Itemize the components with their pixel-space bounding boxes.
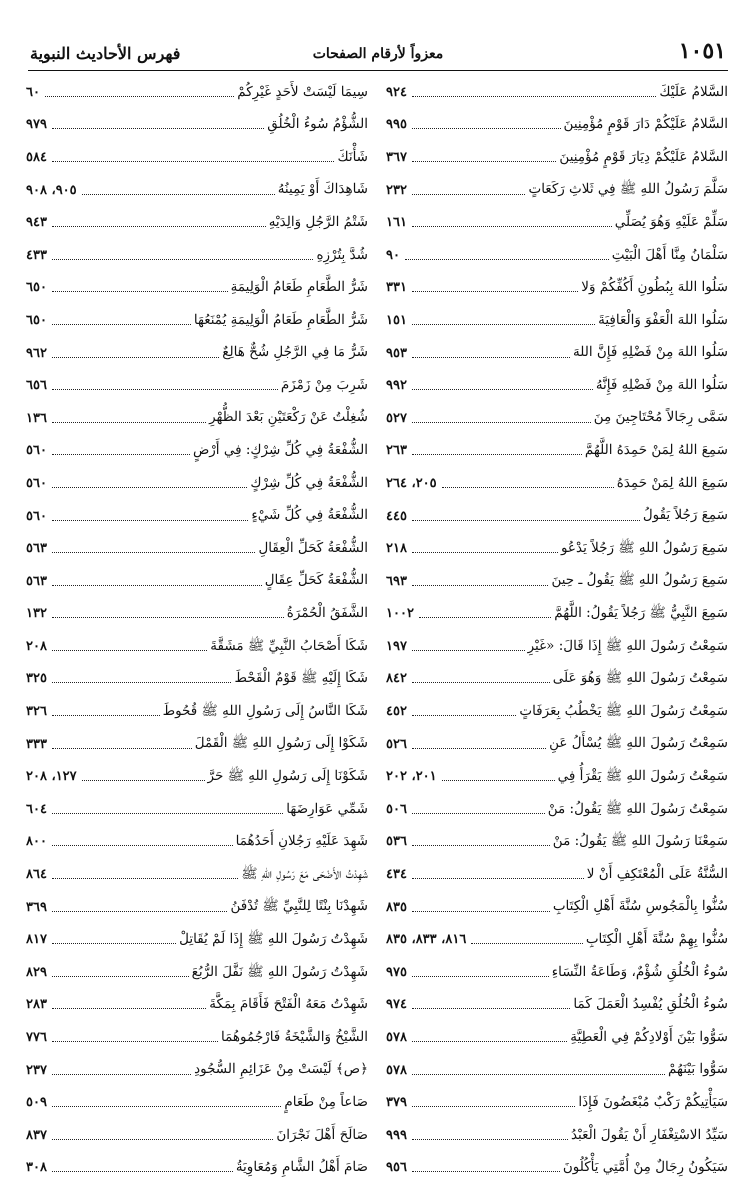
dot-leader [412, 291, 578, 292]
entry-hadith-text: سَيَأْتِيكُمْ رَكْبٌ مُبْغَضُونَ فَإِذَا [578, 1093, 728, 1110]
index-entry [386, 206, 728, 239]
index-entry [26, 630, 368, 663]
index-entry [386, 467, 728, 500]
index-entry [386, 369, 728, 402]
entry-hadith-text: شَاهِدَاكَ أَوْ يَمِينُهُ [277, 181, 368, 198]
index-entry [26, 467, 368, 500]
dot-leader [412, 389, 593, 390]
index-entry [386, 826, 728, 859]
dot-leader [442, 780, 555, 781]
entry-hadith-text: شَهِدْنَا بِنْتًا لِلنَّبِيِّ ﷺ تُدْفَنُ [230, 898, 368, 915]
entry-page-ref: ٩٠٥، ٩٠٨ [26, 182, 77, 198]
entry-hadith-text: شُدَّ بِتُرْزِهِ [316, 246, 368, 263]
index-entry [386, 565, 728, 598]
entry-page-ref: ٥٣٦ [386, 834, 407, 850]
index-entry [386, 858, 728, 891]
entry-hadith-text: سُوءُ الْخُلُقِ يُفْسِدُ الْعَمَلَ كَمَا [573, 996, 728, 1013]
entry-page-ref: ٥٢٧ [386, 410, 407, 426]
dot-leader [52, 1008, 206, 1009]
entry-page-ref: ٢٣٧ [26, 1062, 47, 1078]
dot-leader [412, 226, 612, 227]
entry-page-ref: ١٥١ [386, 312, 407, 328]
index-entry [26, 1054, 368, 1087]
dot-leader [442, 487, 614, 488]
index-entry [386, 532, 728, 565]
entry-page-ref: ٨٠٠ [26, 834, 47, 850]
dot-leader [412, 422, 591, 423]
dot-leader [52, 650, 207, 651]
index-entry [26, 304, 368, 337]
index-entry [386, 793, 728, 826]
dot-leader [412, 194, 526, 195]
index-entry [386, 891, 728, 924]
entry-hadith-text: شَرِبَ مِنْ زَمْزَمَ [280, 376, 368, 393]
entry-hadith-text: سَوُّوا بَيْنَ أَوْلادِكُمْ فِي الْعَطِيَّةِ [570, 1028, 728, 1045]
dot-leader [52, 878, 238, 879]
entry-hadith-text: شَكَوْنَا إِلَى رَسُولِ اللهِ ﷺ حَرَّ [207, 768, 368, 785]
right-index-column [386, 76, 728, 1184]
entry-page-ref: ٢٠٨ [26, 638, 47, 654]
entry-page-ref: ٦٥٠ [26, 280, 47, 296]
dot-leader [412, 324, 595, 325]
entry-page-ref: ١٢٧، ٢٠٨ [26, 769, 77, 785]
dot-leader [412, 1106, 575, 1107]
entry-hadith-text: سَمِعَ رَسُولُ اللهِ ﷺ رَجُلاً يَدْعُو [560, 539, 728, 556]
dot-leader [52, 422, 206, 423]
entry-hadith-text: سَلُوا اللهَ الْعَفْوَ وَالْعَافِيَةَ [598, 311, 728, 328]
entry-hadith-text: سَمِعْنَا رَسُولَ اللهِ ﷺ يَقُولُ: مَنْ [552, 833, 728, 850]
entry-page-ref: ٣٢٦ [26, 704, 47, 720]
entry-page-ref: ٤٣٣ [26, 247, 47, 263]
entry-hadith-text: سَمِعْتُ رَسُولَ اللهِ ﷺ وَهُوَ عَلَى [552, 670, 728, 687]
entry-page-ref: ٦٥٠ [26, 312, 47, 328]
entry-page-ref: ٥٨٤ [26, 149, 47, 165]
entry-page-ref: ٢٠١، ٢٠٢ [386, 769, 437, 785]
entry-hadith-text: سَمِعْتُ رَسُولَ اللهِ ﷺ يَخْطُبُ بِعَرَفَاتٍ [519, 702, 728, 719]
entry-hadith-text: شَكَا أَصْحَابُ النَّبِيِّ ﷺ مَشَقَّةَ [210, 637, 368, 654]
entry-hadith-text: سَمِعْتُ رَسُولَ اللهِ ﷺ يَقُولُ: مَنْ [547, 800, 728, 817]
dot-leader [405, 259, 609, 260]
entry-hadith-text: الشَّفَقُ الْحُمْرَةُ [286, 605, 368, 622]
entry-hadith-text: صَالَحَ أَهْلَ نَجْرَانَ [276, 1126, 368, 1143]
entry-hadith-text: شَهِدْتُ مَعَهُ الْفَتْحَ فَأَقَامَ بِمَكَّةَ [209, 996, 368, 1013]
index-entry [386, 141, 728, 174]
entry-hadith-text: ﴿ص﴾ لَيْسَتْ مِنْ عَزَائِمِ السُّجُودِ [194, 1061, 368, 1078]
entry-page-ref: ٢٦٣ [386, 443, 407, 459]
entry-hadith-text: السُّنَّةُ عَلَى الْمُعْتَكِفِ أَنْ لا [586, 865, 728, 882]
index-entry [26, 1152, 368, 1184]
index-entry [26, 76, 368, 109]
dot-leader [412, 911, 550, 912]
entry-page-ref: ٩٥٦ [386, 1160, 407, 1176]
entry-page-ref: ١٣٢ [26, 606, 47, 622]
header-center-title: معزواً لأرقام الصفحات [312, 46, 444, 62]
index-entry [26, 109, 368, 142]
entry-hadith-text: سَمِعْتُ رَسُولَ اللهِ ﷺ يَقْرَأُ فِي [557, 768, 728, 785]
entry-hadith-text: سَلُوا اللهَ مِنْ فَضْلِهِ فَإِنَّهُ [595, 376, 728, 393]
entry-hadith-text: شَهِدَ عَلَيْهِ رَجُلانِ أَحَدُهُمَا [235, 833, 368, 850]
entry-page-ref: ٥٦٠ [26, 508, 47, 524]
index-entry [26, 565, 368, 598]
dot-leader [52, 324, 191, 325]
entry-page-ref: ٦٩٣ [386, 573, 407, 589]
dot-leader [52, 1139, 273, 1140]
entry-page-ref: ٢٨٣ [26, 997, 47, 1013]
index-entry [26, 598, 368, 631]
index-entry [26, 532, 368, 565]
dot-leader [471, 943, 583, 944]
entry-page-ref: ٢١٨ [386, 541, 407, 557]
dot-leader [52, 487, 247, 488]
entry-hadith-text: سَمِعْتُ رَسُولَ اللهِ ﷺ إِذَا قَالَ: «غَيْرِ [527, 637, 728, 654]
entry-hadith-text: صَامَ أَهْلُ الشَّامِ وَمُعَاوِيَةُ [235, 1159, 368, 1176]
index-entry [386, 337, 728, 370]
entry-hadith-text: الشُّؤْمُ سُوءُ الْخُلُقِ [267, 116, 368, 133]
index-entry [26, 206, 368, 239]
index-entry [386, 76, 728, 109]
entry-page-ref: ٤٥٢ [386, 704, 407, 720]
dot-leader [412, 1074, 665, 1075]
dot-leader [52, 1171, 233, 1172]
entry-page-ref: ٤٣٤ [386, 867, 407, 883]
dot-leader [52, 454, 190, 455]
entry-hadith-text: سُنُّوا بِالْمَجُوسِ سُنَّةَ أَهْلِ الْكِتَابِ [552, 898, 728, 915]
index-entry [386, 402, 728, 435]
entry-page-ref: ١٦١ [386, 215, 407, 231]
entry-hadith-text: الشُّفْعَةُ فِي كُلِّ شِرْكٍ: فِي أَرْضٍ [192, 442, 368, 459]
dot-leader [412, 1139, 568, 1140]
entry-hadith-text: سَوُّوا بَيْنَهُمْ [668, 1061, 728, 1078]
entry-page-ref: ٥٠٦ [386, 801, 407, 817]
entry-page-ref: ٥٦٣ [26, 573, 47, 589]
entry-hadith-text: سَيِّدُ الاسْتِغْفَارِ أَنْ يَقُولَ الْعَبْدُ [570, 1126, 728, 1143]
dot-leader [419, 617, 551, 618]
entry-page-ref: ٣٢٥ [26, 671, 47, 687]
entry-hadith-text: شَرُّ الطَّعَامِ طَعَامُ الْوَلِيمَةِ [230, 279, 368, 296]
dot-leader [52, 389, 278, 390]
entry-page-ref: ٩٤٣ [26, 215, 47, 231]
dot-leader [52, 617, 284, 618]
entry-page-ref: ١٩٧ [386, 638, 407, 654]
entry-hadith-text: سَيَكُونُ رِجَالٌ مِنْ أُمَّتِي يَأْكُلُونَ [562, 1159, 728, 1176]
dot-leader [52, 520, 248, 521]
entry-page-ref: ٣٣١ [386, 280, 407, 296]
dot-leader [52, 585, 262, 586]
dot-leader [82, 194, 275, 195]
dot-leader [412, 1008, 570, 1009]
dot-leader [52, 813, 283, 814]
dot-leader [412, 552, 558, 553]
index-entry [386, 1119, 728, 1152]
entry-page-ref: ٩٩٢ [386, 378, 407, 394]
entry-page-ref: ٥٦٠ [26, 475, 47, 491]
entry-hadith-text: سَمِعَ النَّبِيُّ ﷺ رَجُلاً يَقُولُ: اللَّهُمَّ [554, 605, 728, 622]
index-entry [386, 956, 728, 989]
index-entry [386, 598, 728, 631]
entry-page-ref: ٥٧٨ [386, 1062, 407, 1078]
index-entry [386, 435, 728, 468]
entry-hadith-text: شُغِلْتُ عَنْ رَكْعَتَيْنِ بَعْدَ الظُّهْرِ [209, 409, 368, 426]
dot-leader [52, 682, 232, 683]
dot-leader [45, 96, 234, 97]
index-entry [26, 891, 368, 924]
entry-hadith-text: شَكَا النَّاسُ إِلَى رَسُولِ اللهِ ﷺ قُحُوطَ [162, 702, 368, 719]
entry-page-ref: ٨٢٩ [26, 964, 47, 980]
entry-page-ref: ٥٠٩ [26, 1095, 47, 1111]
dot-leader [52, 911, 228, 912]
entry-page-ref: ٨٤٢ [386, 671, 407, 687]
index-entry [386, 989, 728, 1022]
dot-leader [412, 454, 582, 455]
entry-hadith-text: السَّلامُ عَلَيْكَ [659, 83, 728, 100]
index-entry [386, 1054, 728, 1087]
index-entry [386, 500, 728, 533]
index-entry [26, 728, 368, 761]
entry-page-ref: ٥٧٨ [386, 1030, 407, 1046]
dot-leader [412, 715, 516, 716]
entry-hadith-text: شَرُّ الطَّعَامِ طَعَامُ الْوَلِيمَةِ يُمْنَعُهَا [193, 311, 368, 328]
index-entry [26, 760, 368, 793]
entry-page-ref: ٣٦٩ [26, 899, 47, 915]
entry-page-ref: ٩٧٤ [386, 997, 407, 1013]
index-entry [386, 239, 728, 272]
entry-hadith-text: سَلِّمْ عَلَيْهِ وَهُوَ يُصَلِّي [614, 213, 728, 230]
entry-page-ref: ٦٠ [26, 84, 40, 100]
entry-page-ref: ٦٥٦ [26, 378, 47, 394]
entry-page-ref: ٩٩٥ [386, 117, 407, 133]
entry-page-ref: ٢٣٢ [386, 182, 407, 198]
page-number: ١٠٥١ [678, 38, 726, 64]
entry-hadith-text: شَرُّ مَا فِي الرَّجُلِ شُحٌّ هَالِعٌ [222, 344, 368, 361]
index-entry [26, 1021, 368, 1054]
dot-leader [52, 1041, 218, 1042]
index-entry [26, 369, 368, 402]
index-entry [386, 695, 728, 728]
entry-hadith-text: سَلُوا اللهَ مِنْ فَضْلِهِ فَإِنَّ اللهَ [573, 344, 728, 361]
entry-hadith-text: سَلُوا اللهَ بِبُطُونِ أَكُفِّكُمْ وَلا [581, 279, 728, 296]
entry-page-ref: ٣٧٩ [386, 1095, 407, 1111]
entry-page-ref: ٨١٦، ٨٣٣، ٨٣٥ [386, 932, 467, 948]
entry-page-ref: ٢٠٥، ٢٦٤ [386, 475, 437, 491]
index-entry [26, 1086, 368, 1119]
entry-hadith-text: سُنُّوا بِهِمْ سُنَّةَ أَهْلِ الْكِتَابِ [585, 930, 728, 947]
dot-leader [412, 96, 656, 97]
entry-page-ref: ٧٧٦ [26, 1030, 47, 1046]
dot-leader [412, 845, 550, 846]
entry-page-ref: ٨٦٤ [26, 867, 47, 883]
entry-hadith-text: الشُّفْعَةُ فِي كُلِّ شَيْءٍ [251, 507, 368, 524]
entry-hadith-text: سَمَّى رِجَالاً مُحْتَاجِينَ مِنَ [593, 409, 728, 426]
entry-hadith-text: شَهِدْتُ رَسُولَ اللهِ ﷺ نَفَّلَ الرُّبُعَ [191, 963, 368, 980]
index-entry [386, 663, 728, 696]
dot-leader [52, 1106, 281, 1107]
entry-hadith-text: الشُّفْعَةُ فِي كُلِّ شِرْكٍ [250, 474, 368, 491]
index-entry [386, 1086, 728, 1119]
entry-hadith-text: سَلْمَانُ مِنَّا أَهْلَ الْبَيْتِ [611, 246, 728, 263]
dot-leader [52, 357, 219, 358]
index-entry [26, 663, 368, 696]
dot-leader [52, 552, 255, 553]
dot-leader [52, 845, 233, 846]
dot-leader [52, 976, 189, 977]
index-entry [386, 174, 728, 207]
entry-page-ref: ٤٤٥ [386, 508, 407, 524]
index-entry [26, 793, 368, 826]
dot-leader [412, 357, 570, 358]
header-index-title: فهرس الأحاديث النبوية [30, 44, 181, 63]
entry-hadith-text: سَمِعَ رَجُلاً يَقُولُ [642, 507, 728, 524]
dot-leader [412, 1041, 567, 1042]
dot-leader [52, 259, 313, 260]
dot-leader [412, 585, 548, 586]
entry-hadith-text: سَلَّمَ رَسُولُ اللهِ ﷺ فِي ثَلاثِ رَكَعَاتٍ [528, 181, 728, 198]
entry-hadith-text: سَمِعَ اللهُ لِمَنْ حَمِدَهُ اللَّهُمَّ [584, 442, 728, 459]
entry-hadith-text: الشُّفْعَةُ كَحَلِّ عِقَالٍ [264, 572, 368, 589]
index-entry [26, 826, 368, 859]
dot-leader [52, 1074, 191, 1075]
entry-hadith-text: الشُّفْعَةُ كَحَلِّ الْعِقَالِ [258, 539, 368, 556]
entry-page-ref: ٩٠ [386, 247, 400, 263]
index-entry [386, 923, 728, 956]
index-entry [26, 923, 368, 956]
entry-page-ref: ٣٠٨ [26, 1160, 47, 1176]
left-index-column [26, 76, 368, 1184]
index-entry [26, 174, 368, 207]
entry-hadith-text: سَمِعَ رَسُولُ اللهِ ﷺ يَقُولُ ـ حِينَ [551, 572, 728, 589]
entry-hadith-text: صَاعاً مِنْ طَعَامٍ [284, 1093, 368, 1110]
entry-page-ref: ٣٦٧ [386, 149, 407, 165]
dot-leader [412, 128, 561, 129]
index-entry [26, 337, 368, 370]
index-entry [386, 272, 728, 305]
index-entry [26, 858, 368, 891]
entry-page-ref: ٩٩٩ [386, 1127, 407, 1143]
entry-page-ref: ٨٣٥ [386, 899, 407, 915]
entry-page-ref: ٩٧٥ [386, 964, 407, 980]
entry-page-ref: ٩٢٤ [386, 84, 407, 100]
entry-page-ref: ٥٦٣ [26, 541, 47, 557]
entry-page-ref: ٩٥٣ [386, 345, 407, 361]
entry-page-ref: ٩٧٩ [26, 117, 47, 133]
dot-leader [52, 748, 192, 749]
dot-leader [52, 943, 176, 944]
entry-hadith-text: شَهِدْتُ الأَضْحَى مَعَ رَسُولِ اللهِ ﷺ [241, 865, 368, 882]
entry-hadith-text: سَمِعْتُ رَسُولَ اللهِ ﷺ يُسْأَلُ عَنِ [549, 735, 728, 752]
entry-hadith-text: السَّلامُ عَلَيْكُمْ دَارَ قَوْمٍ مُؤْمِنِينَ [563, 116, 728, 133]
entry-page-ref: ٨٣٧ [26, 1127, 47, 1143]
index-entry [386, 1021, 728, 1054]
dot-leader [412, 161, 556, 162]
dot-leader [412, 650, 525, 651]
dot-leader [52, 715, 160, 716]
entry-page-ref: ٩٦٢ [26, 345, 47, 361]
entry-hadith-text: سِيمَا لَيْسَتْ لأَحَدٍ غَيْرِكُمْ [237, 83, 368, 100]
index-entry [26, 435, 368, 468]
entry-hadith-text: شَمِّي عَوَارِضَهَا [286, 800, 368, 817]
index-entry [26, 141, 368, 174]
entry-hadith-text: سُوءُ الْخُلُقِ شُؤْمٌ، وَطَاعَةُ النِّسَاءِ [551, 963, 728, 980]
index-entry [386, 109, 728, 142]
entry-page-ref: ٣٣٣ [26, 736, 47, 752]
index-entry [386, 728, 728, 761]
entry-hadith-text: السَّلامُ عَلَيْكُمْ دِيَارَ قَوْمٍ مُؤْمِنِينَ [559, 148, 728, 165]
index-entry [26, 1119, 368, 1152]
entry-hadith-text: شَهِدْتُ رَسُولَ اللهِ ﷺ إِذَا لَمْ يُقَاتِلْ [179, 930, 368, 947]
index-entry [26, 239, 368, 272]
dot-leader [82, 780, 205, 781]
index-entry [386, 630, 728, 663]
dot-leader [412, 748, 546, 749]
header-rule [28, 70, 728, 71]
index-entry [386, 304, 728, 337]
index-entry [26, 500, 368, 533]
entry-page-ref: ١٠٠٢ [386, 606, 414, 622]
index-entry [26, 956, 368, 989]
dot-leader [412, 1171, 560, 1172]
entry-hadith-text: شَكَوْا إِلَى رَسُولِ اللهِ ﷺ الْقَمْلَ [194, 735, 368, 752]
dot-leader [52, 291, 228, 292]
entry-hadith-text: سَمِعَ اللهُ لِمَنْ حَمِدَهُ [616, 474, 728, 491]
index-entry [26, 402, 368, 435]
index-entry [386, 760, 728, 793]
entry-hadith-text: شَتْمُ الرَّجُلِ وَالِدَيْهِ [268, 213, 368, 230]
index-entry [26, 695, 368, 728]
dot-leader [412, 813, 545, 814]
dot-leader [52, 128, 264, 129]
entry-page-ref: ٥٢٦ [386, 736, 407, 752]
index-entry [26, 989, 368, 1022]
dot-leader [412, 520, 640, 521]
entry-page-ref: ٨١٧ [26, 932, 47, 948]
dot-leader [412, 976, 549, 977]
index-entry [26, 272, 368, 305]
entry-page-ref: ٥٦٠ [26, 443, 47, 459]
entry-page-ref: ٦٠٤ [26, 801, 47, 817]
page-header [28, 36, 728, 74]
entry-page-ref: ١٣٦ [26, 410, 47, 426]
entry-hadith-text: شَكَا إِلَيْهِ ﷺ قَوْمٌ الْقَحْطَ [234, 670, 368, 687]
dot-leader [52, 226, 266, 227]
dot-leader [412, 878, 584, 879]
dot-leader [412, 682, 550, 683]
entry-hadith-text: الشَّيْخُ وَالشَّيْخَةُ فَارْجُمُوهُمَا [221, 1028, 368, 1045]
dot-leader [52, 161, 334, 162]
entry-hadith-text: شَأْنَكَ [337, 148, 368, 165]
index-entry [386, 1152, 728, 1184]
